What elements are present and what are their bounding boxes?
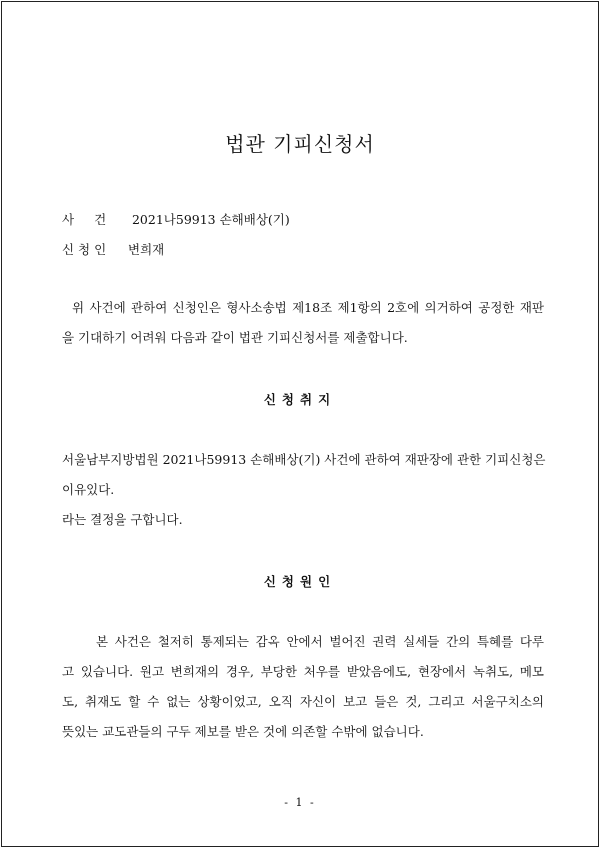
- intro-line-2: 을 기대하기 어려워 다음과 같이 법관 기피신청서를 제출합니다.: [62, 330, 408, 345]
- applicant-label: 신 청 인: [62, 242, 107, 257]
- intro-line-1: 위 사건에 관하여 신청인은 형사소송법 제18조 제1항의 2호에 의거하여 공정한 재판: [72, 300, 544, 315]
- cause-line-1: 본 사건은 철저히 통제되는 감옥 안에서 벌어진 권력 실세들 간의 특혜를 다루: [96, 634, 544, 649]
- purpose-line-1: 서울남부지방법원 2021나59913 손해배상(기) 사건에 관하여 재판장에 관한 기피신청은: [62, 452, 546, 467]
- page-number: - 1 -: [284, 796, 316, 809]
- document-page: [1, 1, 599, 847]
- applicant-value: 변희재: [128, 242, 165, 257]
- case-label: 사 건: [62, 212, 107, 227]
- cause-line-2: 고 있습니다. 원고 변희재의 경우, 부당한 처우를 받았음에도, 현장에서 녹취도, 메모: [62, 664, 544, 679]
- purpose-line-2: 이유있다.: [62, 482, 115, 497]
- case-row: [62, 210, 290, 228]
- purpose-line-3: 라는 결정을 구합니다.: [62, 512, 183, 527]
- case-value: 2021나59913 손해배상(기): [131, 212, 290, 227]
- applicant-row: [62, 240, 164, 258]
- section-heading-purpose: 신청취지: [263, 392, 337, 407]
- section-heading-cause: 신청원인: [263, 574, 337, 589]
- document-title: 법관 기피신청서: [225, 132, 375, 156]
- cause-line-3: 도, 취재도 할 수 없는 상황이었고, 오직 자신이 보고 들은 것, 그리고 서울구치소의: [62, 694, 544, 709]
- cause-line-4: 뜻있는 교도관들의 구두 제보를 받은 것에 의존할 수밖에 없습니다.: [62, 724, 424, 739]
